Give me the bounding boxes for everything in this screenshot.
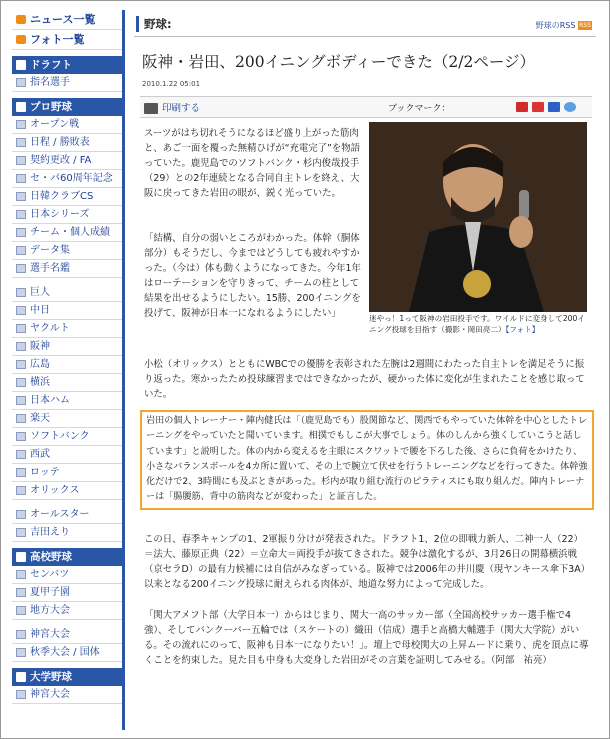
sidebar-item[interactable]: 神宮大会 [12, 626, 122, 644]
article-toolbar [140, 96, 592, 118]
list-bullet-icon [16, 486, 26, 495]
sidebar-top-link[interactable]: ニュース一覧 [12, 10, 122, 30]
sidebar-nav [12, 10, 125, 730]
section-header [134, 10, 596, 37]
bookmark-service-3-icon[interactable] [548, 102, 560, 112]
list-bullet-icon [16, 192, 26, 201]
list-bullet-icon [16, 78, 26, 87]
list-bullet-icon [16, 414, 26, 423]
sidebar-section-header[interactable]: ドラフト [12, 56, 122, 74]
sidebar-item[interactable]: 吉田えり [12, 524, 122, 542]
sidebar-item[interactable]: 西武 [12, 446, 122, 464]
section-icon [16, 102, 26, 112]
sidebar-item[interactable]: 楽天 [12, 410, 122, 428]
photo-caption: 迷やっ！1って阪神の岩田投手です。ワイルドに変身して200イニング投球を目指す（撮影・岡田亮二）【フォト】 [369, 314, 585, 334]
bookmark-service-4-icon[interactable] [564, 102, 576, 112]
list-bullet-icon [16, 210, 26, 219]
print-button[interactable]: 印刷する [144, 100, 200, 114]
article-paragraph: 小松（オリックス）とともにWBCでの優勝を表彰された左腕は2週間にわたった自主トレを満足そうに振り返った。寒かったため投球練習まではできなかったが、硬かった体に変化が生まれたことを感じ取っていた。 [144, 359, 585, 400]
printer-icon [144, 103, 158, 114]
sidebar-item[interactable]: 広島 [12, 356, 122, 374]
article-title: 阪神・岩田、200イニングボディーできた（2/2ページ） [142, 53, 536, 71]
bookmark-label: ブックマーク： [388, 104, 451, 114]
sidebar-item[interactable]: 選手名鑑 [12, 260, 122, 278]
sidebar-item[interactable]: チーム・個人成績 [12, 224, 122, 242]
list-bullet-icon [16, 378, 26, 387]
list-bullet-icon [16, 510, 26, 519]
sidebar-item[interactable]: 地方大会 [12, 602, 122, 620]
sidebar-item[interactable]: 契約更改 / FA [12, 152, 122, 170]
sidebar-item[interactable]: 日本ハム [12, 392, 122, 410]
rss-link[interactable]: 野球のRSS RSS [535, 21, 591, 30]
list-bullet-icon [16, 138, 26, 147]
section-title: 野球: [136, 16, 172, 32]
article-date: 2010.1.22 05:01 [142, 80, 201, 88]
sidebar-item[interactable]: 神宮大会 [12, 686, 122, 704]
sidebar-item[interactable]: 日本シリーズ [12, 206, 122, 224]
sidebar-item[interactable]: セ・パ60周年記念 [12, 170, 122, 188]
sidebar-item[interactable]: 日韓クラブCS [12, 188, 122, 206]
sidebar-item[interactable]: 中日 [12, 302, 122, 320]
article-paragraph: 「関大アメフト部（大学日本一）からはじまり、関大一高のサッカー部（全国高校サッカー選手権で4強）、そしてバンクーバー五輪では（スケートの）織田（信成）選手と高橋大輔選手（関大大学院）がいる。その流れにのって、阪神も日本一になりたい！」。壇上で母校関大の上昇ムードに乗り、虎を頂点に導くことを約束した。見た目も中身も大変身した岩田がその言葉を証明してみせる。（阿部 祐亮） [144, 610, 589, 666]
sidebar-item[interactable]: 指名選手 [12, 74, 122, 92]
bookmark-service-1-icon[interactable] [516, 102, 528, 112]
list-bullet-icon [16, 306, 26, 315]
bookmark-service-2-icon[interactable] [532, 102, 544, 112]
sidebar-item[interactable]: ヤクルト [12, 320, 122, 338]
list-bullet-icon [16, 648, 26, 657]
sidebar-item[interactable]: ロッテ [12, 464, 122, 482]
article-paragraph: この日、春季キャンプの1、2軍振り分けが発表された。ドラフト1、2位の即戦力新人、二神一人（22）＝法大、藤原正典（22）＝立命大＝両投手が抜てきされた。競争は激化するが、3月26日の開幕横浜戦（京セラD）の最有力候補には自信がみなぎっている。阪神では2006年の井川慶（現ヤンキース傘下3A）以来となる200イニング投球に耐えられる肉体が、地道な努力によって完成した。 [144, 534, 591, 590]
list-bullet-icon [16, 174, 26, 183]
list-bullet-icon [16, 342, 26, 351]
arrow-icon [16, 15, 26, 24]
sidebar-top-link[interactable]: フォト一覧 [12, 30, 122, 50]
sidebar-item[interactable]: 日程 / 勝敗表 [12, 134, 122, 152]
sidebar-item[interactable]: データ集 [12, 242, 122, 260]
sidebar-section-header[interactable]: 大学野球 [12, 668, 122, 686]
list-bullet-icon [16, 570, 26, 579]
sidebar-item[interactable]: 秋季大会 / 国体 [12, 644, 122, 662]
list-bullet-icon [16, 360, 26, 369]
section-icon [16, 60, 26, 70]
article-photo[interactable] [369, 122, 587, 312]
sidebar-item[interactable]: センバツ [12, 566, 122, 584]
list-bullet-icon [16, 396, 26, 405]
list-bullet-icon [16, 324, 26, 333]
sidebar-section-header[interactable]: 高校野球 [12, 548, 122, 566]
sidebar-item[interactable]: オープン戦 [12, 116, 122, 134]
rss-icon: RSS [579, 22, 591, 29]
main-content [134, 10, 596, 666]
photo-link[interactable]: 【フォト】 [505, 325, 540, 334]
sidebar-section-header[interactable]: プロ野球 [12, 98, 122, 116]
list-bullet-icon [16, 528, 26, 537]
list-bullet-icon [16, 120, 26, 129]
sidebar-item[interactable]: 阪神 [12, 338, 122, 356]
list-bullet-icon [16, 606, 26, 615]
list-bullet-icon [16, 630, 26, 639]
section-icon [16, 552, 26, 562]
sidebar-item[interactable]: 横浜 [12, 374, 122, 392]
highlighted-paragraph: 岩田の個人トレーナー・陣内健氏は「（鹿児島でも）股関節など、関西でもやっていた体幹を中心としたトレーニングをやっていたと聞いています。相撲でもしこが大事でしょう。体のしんから強くしていこうと話しています」と説明した。体の内から変えるを主眼にスクワットで腰を下ろした後、さらに負荷をかけたり、小さなバランスボールを4カ所に置いて、その上で腕立て伏せを行うトレーニングなどを行ってきた。体幹強化だけで2、3時間にも及ぶときがあった。杉内が取り組む流行のピラティスにも取り組んだ。陣内トレーナーは「腸腰筋、背中の筋肉などが変わった」と証言した。 [140, 410, 594, 510]
sidebar-item[interactable]: オールスター [12, 506, 122, 524]
section-icon [16, 672, 26, 682]
list-bullet-icon [16, 264, 26, 273]
sidebar-item[interactable]: 夏甲子園 [12, 584, 122, 602]
list-bullet-icon [16, 588, 26, 597]
article-paragraph: 「結構、自分の弱いところがわかった。体幹（胴体部分）もそうだし、今まではどうしても疲れやすかった。（今は）体も動くようになってきた。今年1年はローテーションを守りきって、チームの柱として結果を出せるようにしたい。15勝、200イニングを投げて、阪神が日本一になれるようにしたい」 [144, 233, 361, 319]
sidebar-item[interactable]: 巨人 [12, 284, 122, 302]
list-bullet-icon [16, 246, 26, 255]
arrow-icon [16, 35, 26, 44]
list-bullet-icon [16, 288, 26, 297]
list-bullet-icon [16, 432, 26, 441]
list-bullet-icon [16, 468, 26, 477]
sidebar-item[interactable]: オリックス [12, 482, 122, 500]
sidebar-item[interactable]: ソフトバンク [12, 428, 122, 446]
list-bullet-icon [16, 156, 26, 165]
list-bullet-icon [16, 690, 26, 699]
list-bullet-icon [16, 228, 26, 237]
list-bullet-icon [16, 450, 26, 459]
article-paragraph: スーツがはち切れそうになるほど盛り上がった筋肉と、あご一面を覆った無精ひげが“充電完了”を物語っていた。鹿児島でのソフトバンク・杉内俊哉投手（29）との2年連続となる合同自主トレを終え、大阪に戻ってきた岩田の眼が、鋭く光っていた。 [144, 128, 360, 199]
